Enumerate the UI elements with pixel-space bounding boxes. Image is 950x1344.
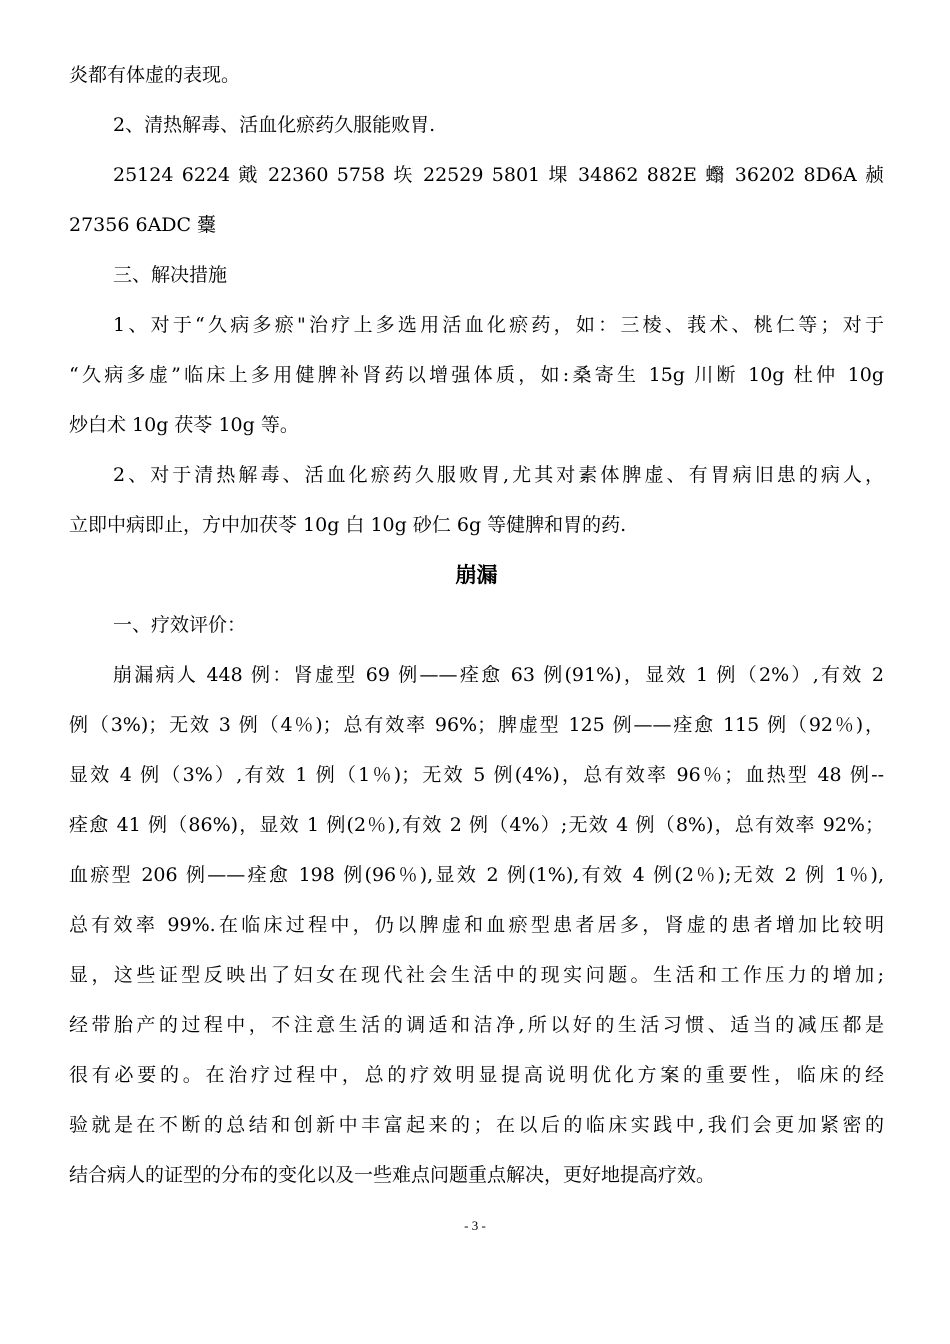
text-line: 2、对于清热解毒、活血化瘀药久服败胃,尤其对素体脾虚、有胃病旧患的病人， [113, 464, 884, 486]
text-line: 很有必要的。在治疗过程中，总的疗效明显提高说明优化方案的重要性，临床的经 [69, 1064, 884, 1086]
text-line: 27356 6ADC 櫜 [69, 214, 217, 236]
text-line: 血瘀型 206 例——痊愈 198 例(96％),显效 2 例(1%),有效 4 例(2％);无效 2 例 1％), [69, 864, 884, 886]
text-line: 结合病人的证型的分布的变化以及一些难点问题重点解决，更好地提高疗效。 [69, 1164, 716, 1186]
text-line: “久病多虚”临床上多用健脾补肾药以增强体质，如:桑寄生 15g 川断 10g 杜仲 10g [69, 364, 884, 386]
text-line: 总有效率 99%.在临床过程中，仍以脾虚和血瘀型患者居多，肾虚的患者增加比较明 [69, 914, 884, 936]
text-line: 崩漏病人 448 例：肾虚型 69 例——痊愈 63 例(91%)，显效 1 例（2%）,有效 2 [113, 664, 884, 686]
chapter-title: 崩漏 [455, 563, 498, 587]
document-body [69, 50, 884, 1200]
section-heading: 一、疗效评价： [113, 614, 247, 636]
text-line: 1、对于“久病多瘀"治疗上多选用活血化瘀药，如：三棱、莪术、桃仁等；对于 [113, 314, 884, 336]
text-line: 例（3%)；无效 3 例（4％)；总有效率 96%；脾虚型 125 例——痊愈 115 例（92％)， [69, 714, 884, 736]
text-line: 验就是在不断的总结和创新中丰富起来的；在以后的临床实践中,我们会更加紧密的 [69, 1114, 884, 1136]
page-number: - 3 - [464, 1218, 486, 1233]
text-line: 炎都有体虚的表现。 [69, 64, 241, 86]
text-line: 25124 6224 戭 22360 5758 垁 22529 5801 堁 34862 882E 蠮 36202 8D6A 赪 [113, 164, 884, 186]
section-heading: 三、解决措施 [113, 264, 228, 286]
text-line: 经带胎产的过程中，不注意生活的调适和洁净,所以好的生活习惯、适当的减压都是 [69, 1014, 884, 1036]
text-line: 显，这些证型反映出了妇女在现代社会生活中的现实问题。生活和工作压力的增加; [69, 964, 884, 986]
text-line: 显效 4 例（3%）,有效 1 例（1％)；无效 5 例(4%)，总有效率 96％；血热型 48 例-- [69, 764, 884, 786]
text-line: 炒白术 10g 茯苓 10g 等。 [69, 414, 299, 436]
text-line: 2、清热解毒、活血化瘀药久服能败胃. [113, 114, 436, 136]
text-line: 立即中病即止，方中加茯苓 10g 白 10g 砂仁 6g 等健脾和胃的药. [69, 514, 627, 536]
text-line: 痊愈 41 例（86%)，显效 1 例(2％),有效 2 例（4%）;无效 4 例（8%)，总有效率 92%； [69, 814, 884, 836]
